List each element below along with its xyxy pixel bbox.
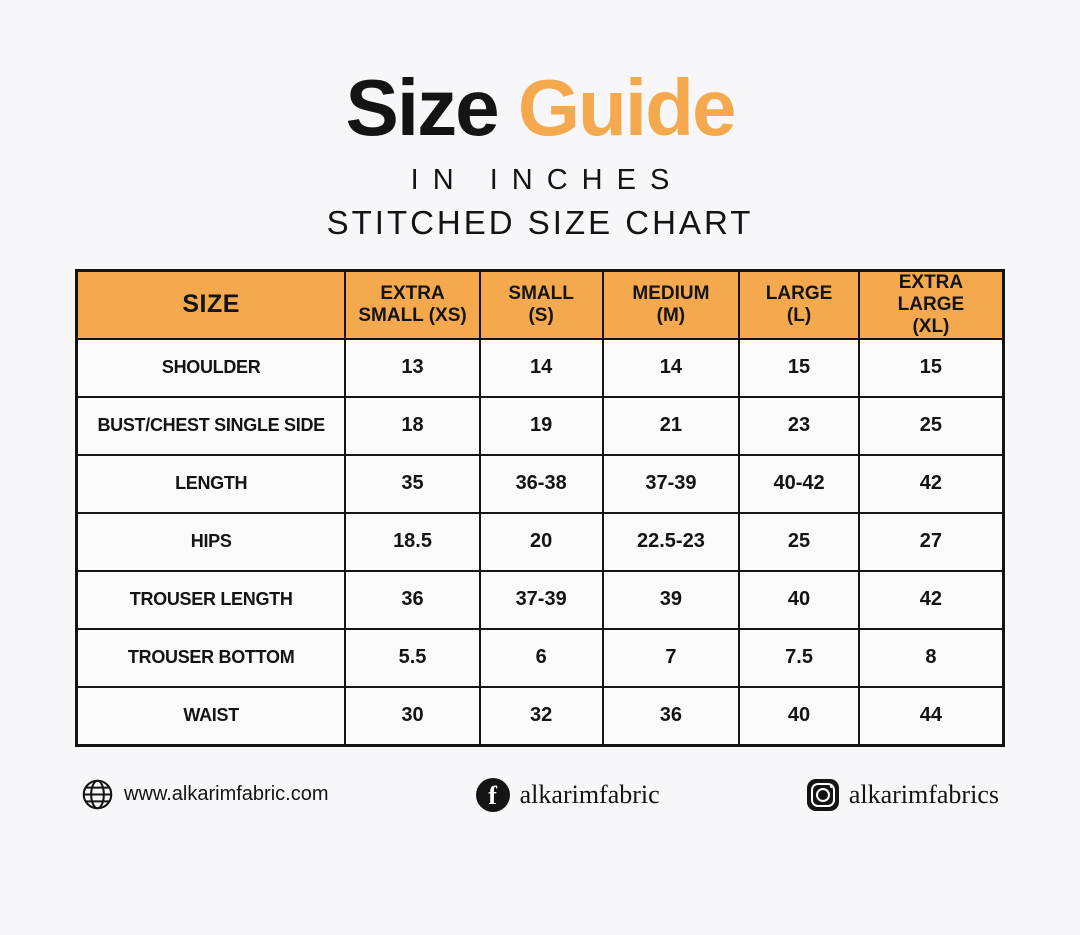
header-line: SMALL <box>508 282 574 304</box>
value-cell: 7.5 <box>739 629 859 687</box>
instagram-handle: alkarimfabrics <box>848 779 999 809</box>
row-label-trouser-length: TROUSER LENGTH <box>77 571 346 629</box>
value-cell: 40 <box>739 687 859 746</box>
value-cell: 44 <box>859 687 1004 746</box>
value-cell: 30 <box>345 687 479 746</box>
value-cell: 36 <box>603 687 740 746</box>
value-cell: 14 <box>603 339 740 397</box>
value-cell: 36-38 <box>480 455 603 513</box>
header-line: (M) <box>656 304 686 326</box>
facebook-handle: alkarimfabric <box>519 779 660 809</box>
value-cell: 27 <box>859 513 1004 571</box>
table-row <box>77 339 1004 397</box>
value-cell: 18.5 <box>345 513 479 571</box>
value-cell: 37-39 <box>603 455 740 513</box>
table-row <box>77 687 1004 746</box>
header-line: EXTRA LARGE <box>897 272 965 315</box>
value-cell: 35 <box>345 455 479 513</box>
instagram-dot <box>830 785 833 788</box>
instagram-lens <box>816 788 830 802</box>
footer <box>81 778 999 812</box>
header-cell-extra-large <box>859 271 1004 339</box>
footer-facebook <box>476 778 660 812</box>
globe-icon <box>81 778 114 811</box>
value-cell: 37-39 <box>480 571 603 629</box>
value-cell: 36 <box>345 571 479 629</box>
row-label-bust-chest: BUST/CHEST SINGLE SIDE <box>77 397 346 455</box>
value-cell: 8 <box>859 629 1004 687</box>
value-cell: 5.5 <box>345 629 479 687</box>
size-chart-table <box>75 269 1005 747</box>
footer-website <box>81 778 328 811</box>
table-header-row <box>77 271 1004 339</box>
value-cell: 21 <box>603 397 740 455</box>
value-cell: 20 <box>480 513 603 571</box>
value-cell: 23 <box>739 397 859 455</box>
facebook-icon: f <box>476 778 510 812</box>
value-cell: 15 <box>859 339 1004 397</box>
table-row <box>77 629 1004 687</box>
header-cell-medium <box>603 271 740 339</box>
value-cell: 15 <box>739 339 859 397</box>
table-row <box>77 397 1004 455</box>
header <box>0 0 1080 242</box>
table-row <box>77 513 1004 571</box>
header-line: MEDIUM <box>632 282 710 304</box>
header-line: EXTRA <box>380 282 445 304</box>
header-line: (XL) <box>912 315 950 337</box>
header-line: LARGE <box>765 282 833 304</box>
page-title-black: Size <box>345 63 498 152</box>
value-cell: 18 <box>345 397 479 455</box>
subtitle-in-inches: IN INCHES <box>410 164 684 196</box>
value-cell: 19 <box>480 397 603 455</box>
header-line: (L) <box>786 304 812 326</box>
value-cell: 13 <box>345 339 479 397</box>
value-cell: 7 <box>603 629 740 687</box>
row-label-trouser-bottom: TROUSER BOTTOM <box>77 629 346 687</box>
value-cell: 40-42 <box>739 455 859 513</box>
value-cell: 6 <box>480 629 603 687</box>
page-title-orange: Guide <box>517 63 735 152</box>
page-title <box>0 63 1080 152</box>
value-cell: 40 <box>739 571 859 629</box>
header-cell-size: SIZE <box>77 271 346 339</box>
header-line: (S) <box>528 304 554 326</box>
row-label-hips: HIPS <box>77 513 346 571</box>
value-cell: 25 <box>739 513 859 571</box>
value-cell: 42 <box>859 455 1004 513</box>
instagram-icon <box>807 779 839 811</box>
footer-instagram <box>807 779 999 811</box>
row-label-length: LENGTH <box>77 455 346 513</box>
row-label-waist: WAIST <box>77 687 346 746</box>
row-label-shoulder: SHOULDER <box>77 339 346 397</box>
value-cell: 42 <box>859 571 1004 629</box>
header-line: SMALL (XS) <box>358 304 467 326</box>
header-cell-large <box>739 271 859 339</box>
header-cell-extra-small <box>345 271 479 339</box>
table-row <box>77 571 1004 629</box>
value-cell: 22.5-23 <box>603 513 740 571</box>
header-cell-small <box>480 271 603 339</box>
value-cell: 25 <box>859 397 1004 455</box>
table-row <box>77 455 1004 513</box>
subtitle-stitched-size-chart: STITCHED SIZE CHART <box>326 204 754 241</box>
value-cell: 14 <box>480 339 603 397</box>
value-cell: 39 <box>603 571 740 629</box>
website-url: www.alkarimfabric.com <box>124 783 329 806</box>
value-cell: 32 <box>480 687 603 746</box>
